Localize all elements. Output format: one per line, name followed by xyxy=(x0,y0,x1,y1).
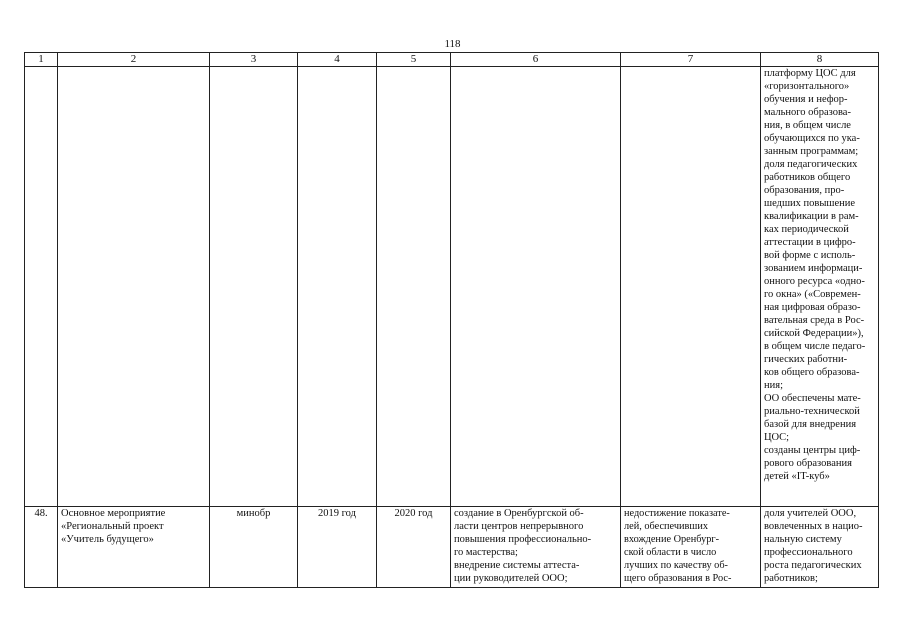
cell-empty xyxy=(58,67,210,507)
cell-end-year: 2020 год xyxy=(377,507,451,588)
cell-empty xyxy=(451,67,621,507)
header-row xyxy=(25,53,879,67)
cell-indicators-continued: платформу ЦОС для «горизонтального» обучения и нефор- мального образова- ния, в общем числе обучающихся по ука- занным программам; доля педагогических работников общего образования, про- шедших повышение квалификации в рам- ках периодической аттестации в цифро- вой форме с исполь- зованием информаци- онного ресурса «одно- го окна» («Современ- ная цифровая образо- вательная среда в Рос- сийской Федерации»), в общем числе педаго- гических работни- ков общего образова- ния; ОО обеспечены мате- риально-технической базой для внедрения ЦОС; созданы центры циф- рового образования детей «IT-куб» xyxy=(761,67,879,507)
cell-expected-result: создание в Оренбургской об- ласти центров непрерывного повышения профессионально- го мастерства; внедрение системы аттеста- ции руководителей ООО; xyxy=(451,507,621,588)
column-header-8: 8 xyxy=(761,53,879,67)
column-header-6: 6 xyxy=(451,53,621,67)
cell-empty xyxy=(25,67,58,507)
cell-consequences: недостижение показате- лей, обеспечивших вхождение Оренбург- ской области в число лучших по качеству об- щего образования в Рос- xyxy=(621,507,761,588)
table-row-continuation xyxy=(25,67,879,507)
table-row-48 xyxy=(25,507,879,588)
column-header-7: 7 xyxy=(621,53,761,67)
cell-empty xyxy=(621,67,761,507)
page-number: 118 xyxy=(444,38,461,50)
column-header-1: 1 xyxy=(25,53,58,67)
cell-start-year: 2019 год xyxy=(298,507,377,588)
column-header-3: 3 xyxy=(210,53,298,67)
document-table xyxy=(24,52,879,588)
column-header-5: 5 xyxy=(377,53,451,67)
cell-empty xyxy=(377,67,451,507)
column-header-4: 4 xyxy=(298,53,377,67)
cell-row-number: 48. xyxy=(25,507,58,588)
cell-executor: минобр xyxy=(210,507,298,588)
cell-activity-name: Основное мероприятие «Региональный проект «Учитель будущего» xyxy=(58,507,210,588)
cell-empty xyxy=(298,67,377,507)
column-header-2: 2 xyxy=(58,53,210,67)
cell-indicators: доля учителей ООО, вовлеченных в нацио- нальную систему профессионального роста педагогических работников; xyxy=(761,507,879,588)
cell-empty xyxy=(210,67,298,507)
